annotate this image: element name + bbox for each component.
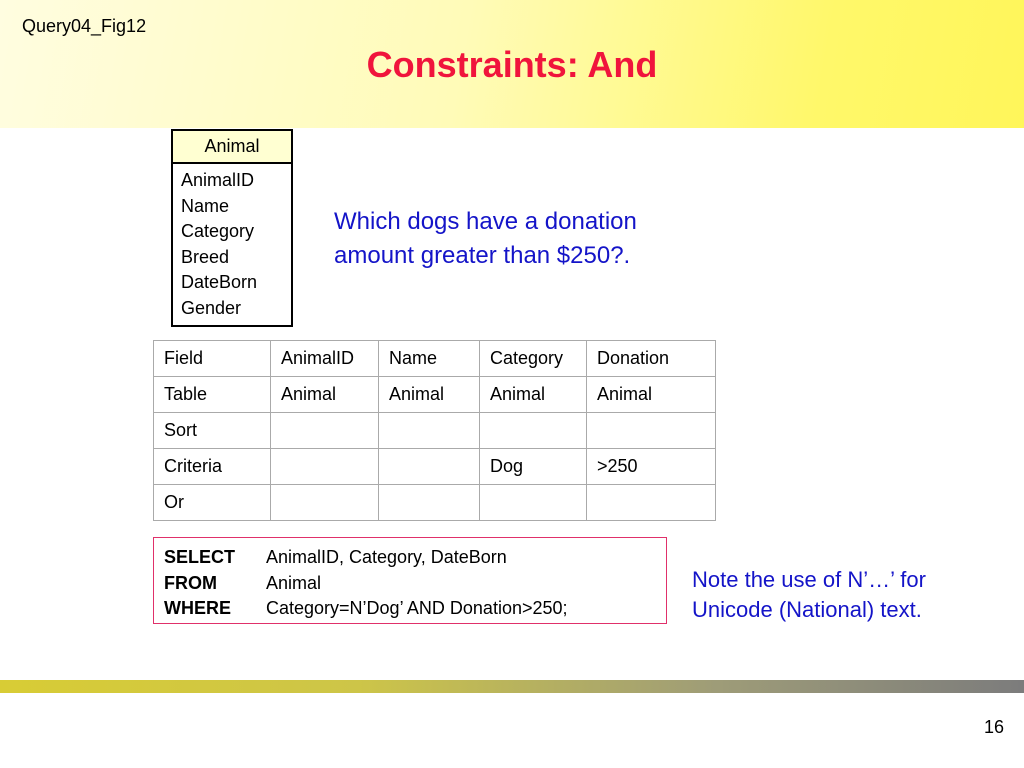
sql-line	[164, 596, 656, 622]
entity-table-name: Animal	[173, 131, 291, 164]
qbe-row-sort	[154, 413, 716, 449]
qbe-cell: Animal	[587, 377, 716, 413]
qbe-cell	[271, 413, 379, 449]
qbe-cell	[587, 413, 716, 449]
qbe-row-field	[154, 341, 716, 377]
qbe-cell: Criteria	[154, 449, 271, 485]
footer-band	[0, 680, 1024, 693]
qbe-cell: Name	[379, 341, 480, 377]
sql-clause: Category=N’Dog’ AND Donation>250;	[266, 598, 568, 618]
qbe-cell: Donation	[587, 341, 716, 377]
sql-clause: Animal	[266, 572, 322, 593]
qbe-cell	[271, 449, 379, 485]
qbe-cell	[480, 485, 587, 521]
unicode-note: Note the use of N’…’ for Unicode (National) text.	[692, 567, 926, 622]
qbe-cell: Animal	[480, 377, 587, 413]
entity-table-box	[171, 129, 293, 327]
qbe-cell: Table	[154, 377, 271, 413]
qbe-cell	[480, 413, 587, 449]
qbe-row-or	[154, 485, 716, 521]
qbe-cell: Animal	[379, 377, 480, 413]
sql-code-box	[153, 537, 667, 624]
entity-field: Category	[181, 221, 255, 241]
qbe-cell: Field	[154, 341, 271, 377]
qbe-cell: Dog	[480, 449, 587, 485]
sql-keyword: FROM	[164, 572, 217, 593]
figure-label: Query04_Fig12	[22, 16, 147, 36]
qbe-cell	[379, 485, 480, 521]
qbe-cell	[587, 485, 716, 521]
page-number: 16	[983, 717, 1004, 737]
qbe-cell: AnimalID	[271, 341, 379, 377]
sql-line	[164, 571, 656, 597]
qbe-cell: Sort	[154, 413, 271, 449]
entity-field: Name	[181, 195, 230, 216]
qbe-cell: Category	[480, 341, 587, 377]
sql-keyword: SELECT	[164, 547, 236, 567]
sql-keyword: WHERE	[164, 598, 231, 618]
slide-title: Constraints: And	[366, 44, 658, 85]
entity-field: DateBorn	[181, 272, 258, 292]
qbe-cell	[379, 413, 480, 449]
entity-field: Breed	[181, 246, 230, 267]
entity-field-list	[173, 164, 291, 325]
question-text: Which dogs have a donation amount greater than $250?.	[334, 208, 637, 269]
sql-line	[164, 545, 656, 571]
qbe-cell: Animal	[271, 377, 379, 413]
qbe-grid	[153, 340, 716, 521]
qbe-row-table	[154, 377, 716, 413]
qbe-cell: >250	[587, 449, 716, 485]
entity-field: Gender	[181, 297, 242, 318]
qbe-cell	[379, 449, 480, 485]
qbe-cell	[271, 485, 379, 521]
qbe-cell: Or	[154, 485, 271, 521]
qbe-row-criteria	[154, 449, 716, 485]
sql-clause: AnimalID, Category, DateBorn	[266, 547, 507, 567]
entity-field: AnimalID	[181, 170, 255, 190]
